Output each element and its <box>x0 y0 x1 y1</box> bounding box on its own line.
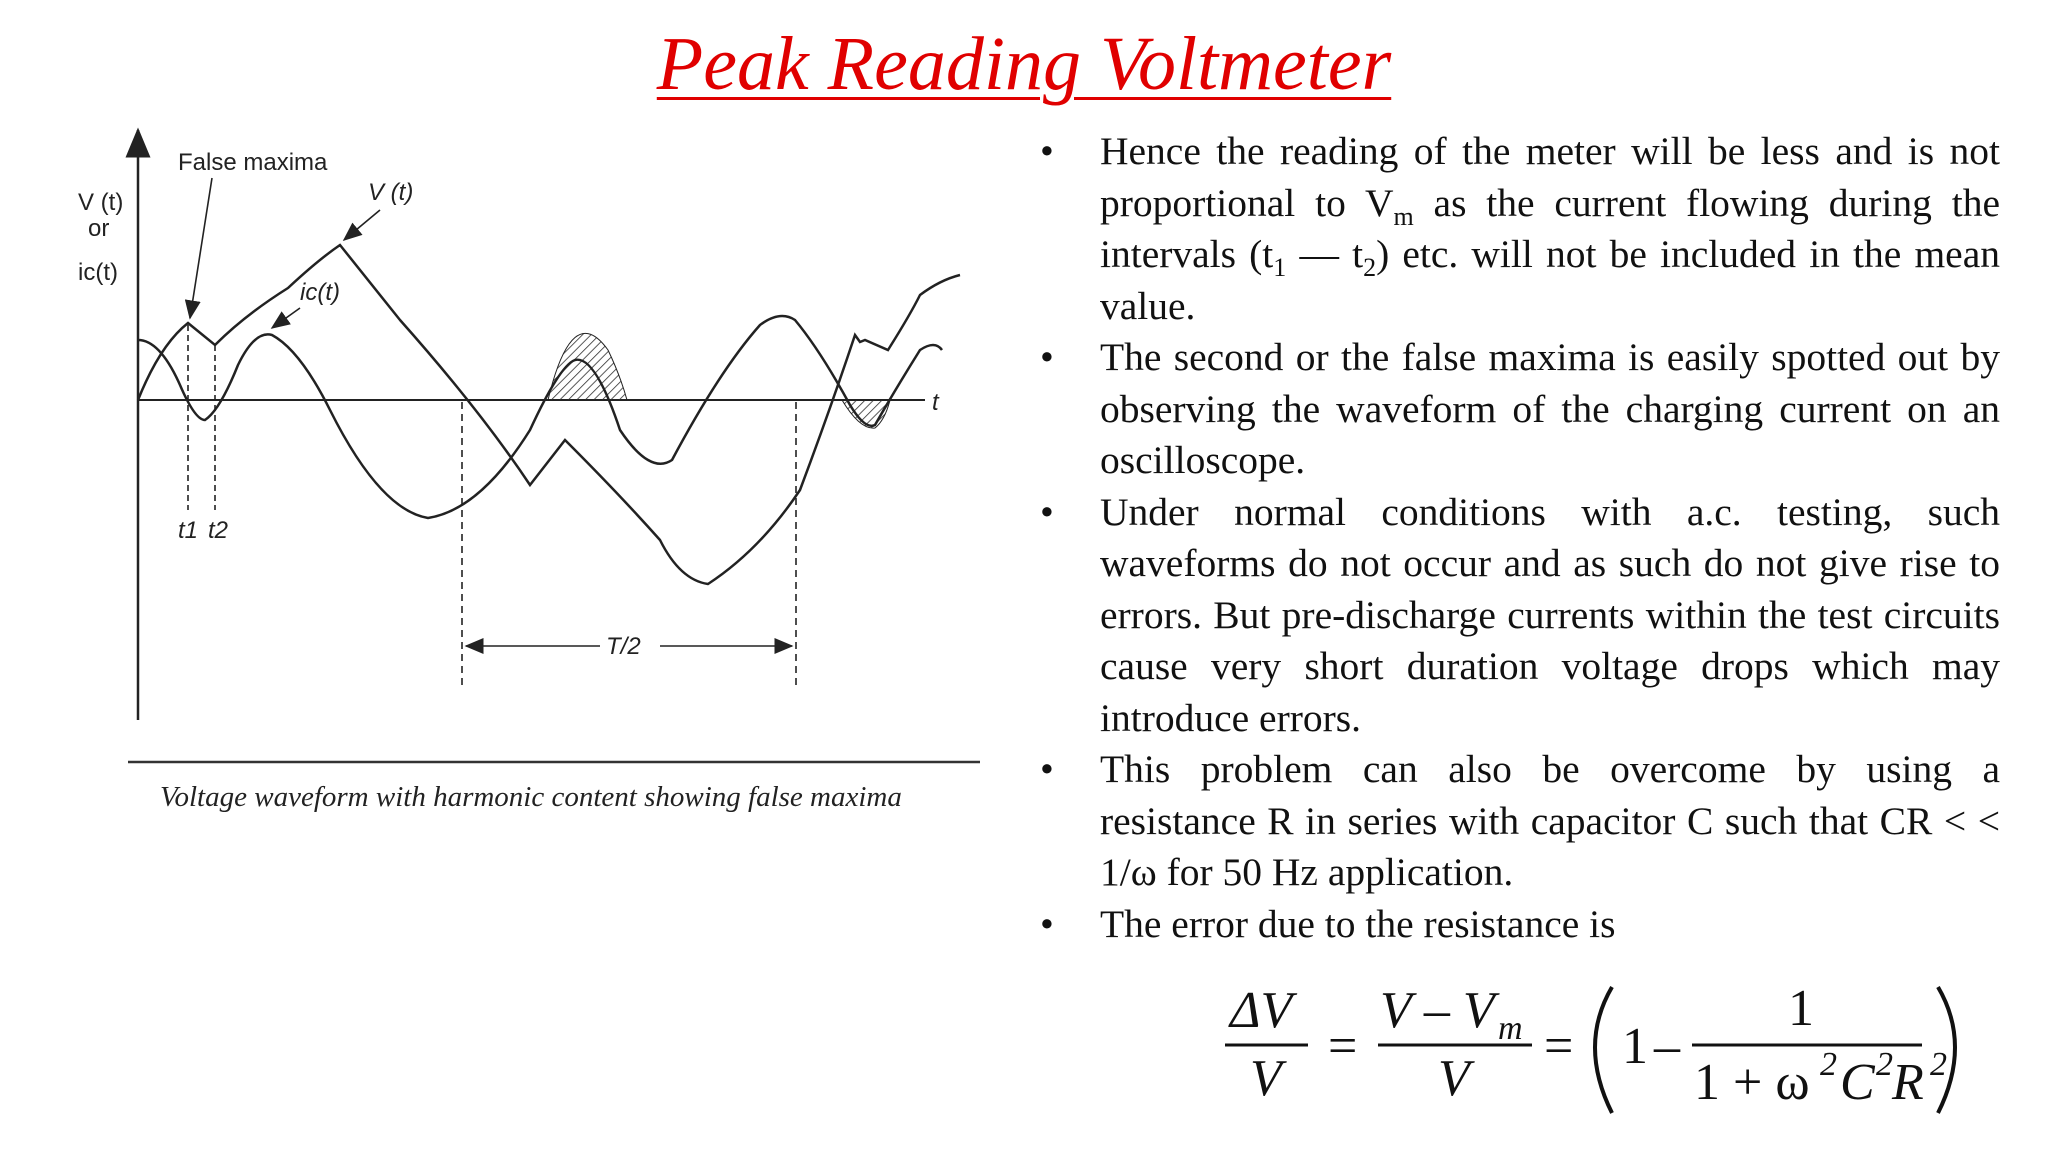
t2-label: t2 <box>208 517 229 544</box>
bullet-1-text-c: — t <box>1286 232 1364 276</box>
bullet-item-3 <box>1040 487 2000 745</box>
bullet-list <box>1040 126 2000 950</box>
formula-inner-c: C <box>1840 1054 1875 1111</box>
bullet-1-sub-m: m <box>1393 201 1414 231</box>
formula-mid-numerator: V – V <box>1380 982 1495 1039</box>
bullet-1-sub-2: 2 <box>1363 253 1377 282</box>
ict-label: ic(t) <box>300 279 340 306</box>
bullet-dot: • <box>1040 335 1054 379</box>
bullet-dot: • <box>1040 489 1054 534</box>
t1-label: t1 <box>178 517 199 544</box>
formula-exp-r: 2 <box>1930 1046 1947 1083</box>
y-axis-label-line1: V (t) <box>78 189 124 216</box>
false-maxima-label: False maxima <box>178 149 328 176</box>
bullet-item-4 <box>1040 744 2000 899</box>
false-maxima-pointer <box>190 178 212 318</box>
formula-equals-1: = <box>1328 1018 1358 1075</box>
waveform-diagram <box>60 110 1000 830</box>
bullet-1-sub-1: 1 <box>1273 253 1287 282</box>
hatched-area-1 <box>548 333 627 400</box>
bullet-4-text: This problem can also be overcome by using a resistance R in series with capacitor C such that CR < < 1/ω for 50 Hz application. <box>1100 747 2000 894</box>
bullet-1-text-d: ) etc. will not be included in the mean value. <box>1100 232 2000 328</box>
bullet-item-1 <box>1040 126 2000 332</box>
figure-caption: Voltage waveform with harmonic content showing false maxima <box>160 781 902 813</box>
y-axis-label-line3: ic(t) <box>78 259 118 286</box>
bullet-item-5 <box>1040 899 2000 951</box>
formula-minus: – <box>1654 1018 1680 1075</box>
formula-mid-subscript: m <box>1498 1010 1523 1047</box>
bullet-dot: • <box>1040 747 1054 791</box>
vt-label: V (t) <box>368 179 414 206</box>
bullet-dot: • <box>1040 901 1054 946</box>
bullet-1-text-b: as the current flowing during the intervals (t <box>1100 180 2000 276</box>
ict-pointer <box>272 308 300 328</box>
error-formula <box>1180 975 1960 1125</box>
formula-svg <box>1180 975 1960 1125</box>
bullet-2-text: The second or the false maxima is easily spotted out by observing the waveform of the charging current on an oscilloscope. <box>1100 335 2000 482</box>
formula-one: 1 <box>1622 1018 1648 1075</box>
bullet-3-text: Under normal conditions with a.c. testing, such waveforms do not occur and as such do not give rise to errors. But pre-discharge currents within the test circuits cause very short duration voltage drops which may introduce errors. <box>1100 489 2000 740</box>
charging-current-waveform <box>138 316 942 518</box>
half-period-label: T/2 <box>606 633 641 660</box>
bullet-item-2 <box>1040 332 2000 487</box>
bullet-dot: • <box>1040 129 1054 173</box>
formula-lhs-numerator: ΔV <box>1230 982 1293 1039</box>
formula-lhs-denominator: V <box>1250 1050 1282 1107</box>
formula-equals-2: = <box>1544 1018 1574 1075</box>
vt-pointer <box>344 210 380 240</box>
y-axis-label-line2: or <box>88 215 110 242</box>
formula-exp-c: 2 <box>1876 1046 1893 1083</box>
x-axis-label: t <box>932 389 939 416</box>
formula-exp-omega: 2 <box>1820 1046 1837 1083</box>
bullet-1-text-a: Hence the reading of the meter will be less and is not proportional to V <box>1100 129 2000 225</box>
formula-mid-denominator: V <box>1438 1050 1470 1107</box>
formula-inner-numerator: 1 <box>1788 980 1814 1037</box>
bullet-5-text: The error due to the resistance is <box>1100 901 1616 946</box>
voltage-waveform <box>138 245 960 584</box>
formula-inner-r: R <box>1892 1054 1924 1111</box>
slide-title: Peak Reading Voltmeter <box>656 22 1392 106</box>
formula-inner-denominator-prefix: 1 + ω <box>1694 1054 1810 1111</box>
formula-left-paren <box>1595 987 1612 1113</box>
waveform-figure <box>60 110 1000 830</box>
